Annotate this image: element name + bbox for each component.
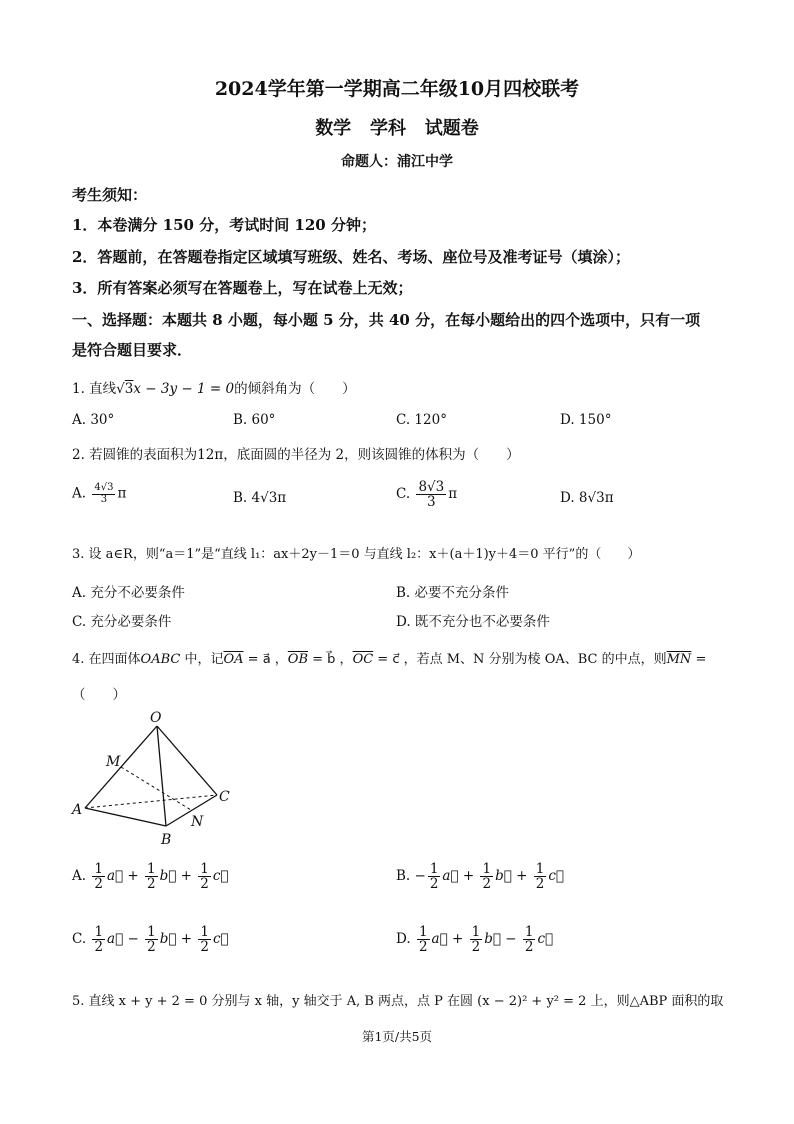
notice-item-2: 2．答题前，在答题卷指定区域填写班级、姓名、考场、座位号及准考证号（填涂）； xyxy=(72,248,630,266)
q4-option-c[interactable]: C. $\frac{1}{2}$ a⃗ − $\frac{1}{2}$ b⃗ + $\frac{1}{2}$ c⃗ xyxy=(72,924,229,956)
notice-item-1: 1．本卷满分 150 分，考试时间 120 分钟； xyxy=(72,216,376,234)
author-line: 命题人：浦江中学 xyxy=(341,154,453,170)
notice-item-3: 3．所有答案必须写在答题卷上，写在试卷上无效； xyxy=(72,279,413,297)
q3-option-d[interactable]: D. 既不充分也不必要条件 xyxy=(396,614,550,630)
section-heading-line1: 一、选择题：本题共 8 小题，每小题 5 分，共 40 分，在每小题给出的四个选项中，只有一项 xyxy=(72,311,701,329)
q1-option-a[interactable]: A. 30° xyxy=(72,412,115,428)
q2-option-c[interactable]: C. $\frac{8√3}{3}$ π xyxy=(396,479,458,511)
question-1: 1. 直线√3x − 3y − 1 = 0的倾斜角为（ ） xyxy=(72,381,356,397)
label-c: C xyxy=(219,789,230,805)
q1-option-d[interactable]: D. 150° xyxy=(560,412,612,428)
question-2: 2. 若圆锥的表面积为12π，底面圆的半径为 2，则该圆锥的体积为（ ） xyxy=(72,447,520,463)
label-b: B xyxy=(161,832,172,848)
question-3: 3. 设 a∈R，则“a＝1”是“直线 l₁：ax＋2y－1＝0 与直线 l₂：x＋(a＋1)y＋4＝0 平行”的（ ） xyxy=(72,547,641,562)
q4-paren: （ ） xyxy=(72,687,126,703)
question-4: 4. 在四面体OABC 中，记$\overline{OA}$ = a⃗ ，$\overline{OB}$ = b⃗ ，$\overline{OC}$ = c⃗ ，若点 M、N 分别为棱 OA、BC 的中点，则$\overline{MN}$ = xyxy=(72,652,707,667)
q3-option-b[interactable]: B. 必要不充分条件 xyxy=(396,585,510,601)
q4-option-b[interactable]: B. − $\frac{1}{2}$ a⃗ + $\frac{1}{2}$ b⃗ + $\frac{1}{2}$ c⃗ xyxy=(396,861,564,893)
q1-option-b[interactable]: B. 60° xyxy=(233,412,276,428)
q3-option-c[interactable]: C. 充分必要条件 xyxy=(72,614,172,630)
notice-heading: 考生须知： xyxy=(72,186,148,204)
q3-option-a[interactable]: A. 充分不必要条件 xyxy=(72,585,185,601)
page-footer: 第1页/共5页 xyxy=(361,1029,433,1044)
q2-option-d[interactable]: D. 8√3π xyxy=(560,490,614,506)
label-a: A xyxy=(72,802,83,818)
q4-option-d[interactable]: D. $\frac{1}{2}$ a⃗ + $\frac{1}{2}$ b⃗ − $\frac{1}{2}$ c⃗ xyxy=(396,924,554,956)
q2-option-b[interactable]: B. 4√3π xyxy=(233,490,287,506)
question-5: 5. 直线 x + y + 2 = 0 分别与 x 轴，y 轴交于 A, B 两点，点 P 在圆 (x − 2)² + y² = 2 上，则△ABP 面积的取 xyxy=(72,994,724,1009)
q1-option-c[interactable]: C. 120° xyxy=(396,412,447,428)
q4-option-a[interactable]: A. $\frac{1}{2}$ a⃗ + $\frac{1}{2}$ b⃗ + $\frac{1}{2}$ c⃗ xyxy=(72,861,229,893)
label-o: O xyxy=(150,710,162,726)
q2-option-a[interactable]: A. $\frac{4√3}{3}$ π xyxy=(72,482,127,505)
tetrahedron-figure xyxy=(70,708,240,848)
label-m: M xyxy=(106,754,121,770)
label-n: N xyxy=(191,814,204,830)
exam-title: 2024学年第一学期高二年级10月四校联考 xyxy=(214,78,580,100)
section-heading-line2: 是符合题目要求． xyxy=(72,341,193,359)
exam-subtitle: 数学 学科 试题卷 xyxy=(315,118,479,139)
